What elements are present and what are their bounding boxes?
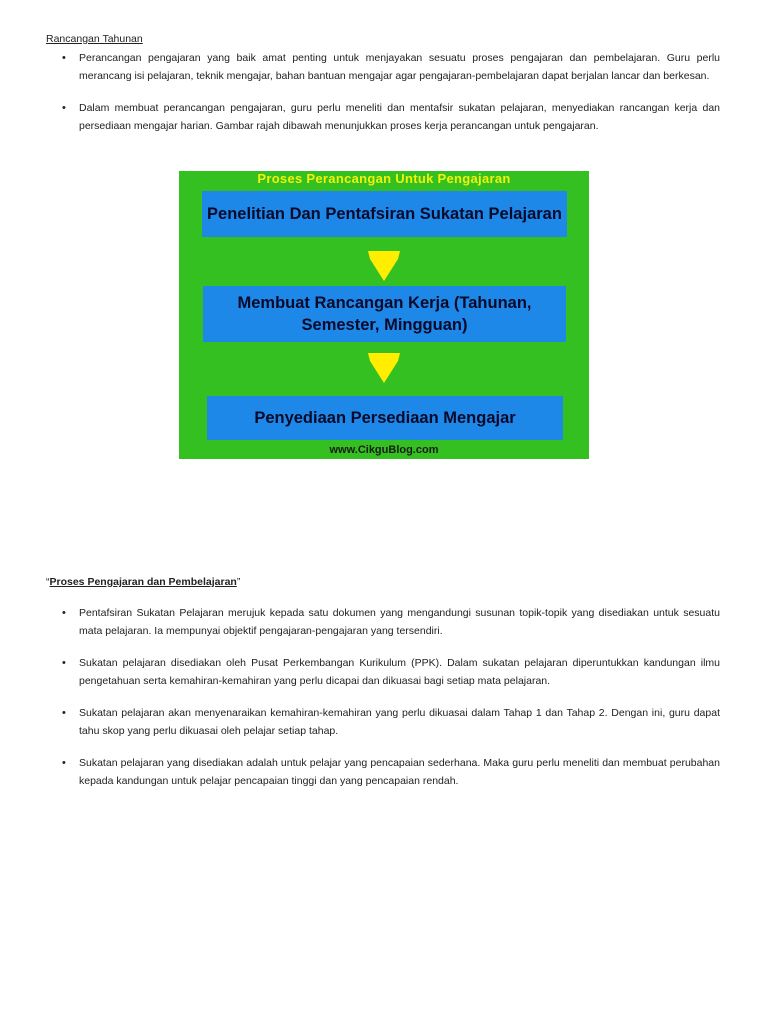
list-item-text: Sukatan pelajaran akan menyenaraikan kemahiran-kemahiran yang perlu dikuasai dalam Tahap 1 dan Tahap 2. Dengan ini, guru dapat tahu skop yang perlu dikuasai oleh pelajar setiap tahap. [79,707,720,737]
quote-close: ” [236,576,241,588]
bullet-dot: • [62,657,66,669]
list-item-text: Sukatan pelajaran disediakan oleh Pusat Perkembangan Kurikulum (PPK). Dalam sukatan pelajaran diperuntukkan kandungan ilmu pengetahuan serta kemahiran-kemahiran yang perlu dicapai dan dikuasai bagi setiap mata pelajaran. [79,657,720,687]
bullet-dot: • [62,52,66,64]
down-arrow-icon [364,351,404,385]
list-item-text: Perancangan pengajaran yang baik amat penting untuk menjayakan sesuatu proses pengajaran dan pembelajaran. Guru perlu merancang isi pelajaran, teknik mengajar, bahan bantuan mengajar agar pengajaran-pembelajaran dapat berjalan lancar dan berkesan. [79,52,720,82]
list-item-text: Pentafsiran Sukatan Pelajaran merujuk kepada satu dokumen yang mengandungi susunan topik-topik yang disediakan untuk sesuatu mata pelajaran. Ia mempunyai objektif pengajaran-pengajaran yang tersendiri. [79,607,720,637]
down-arrow-icon [364,249,404,283]
section-heading-rancangan-tahunan: Rancangan Tahunan [46,33,143,45]
list-item [0,99,768,135]
list-item-text: Sukatan pelajaran yang disediakan adalah untuk pelajar yang pencapaian sederhana. Maka guru perlu meneliti dan membuat perubahan kepada kandungan untuk pelajar pencapaian tinggi dan yang pencapaian rendah. [79,757,720,787]
list-item [0,654,768,690]
diagram-footer-url: www.CikguBlog.com [329,444,439,456]
section-heading-text: Proses Pengajaran dan Pembelajaran [49,576,237,588]
quote-open: “ [46,576,50,588]
diagram-step-1 [202,191,567,237]
bullet-dot: • [62,607,66,619]
diagram-step-label: Membuat Rancangan Kerja (Tahunan, Semester, Mingguan) [237,294,532,334]
diagram-step-2 [203,286,566,342]
list-item [0,604,768,640]
bullet-list-2 [0,604,768,790]
list-item-text: Dalam membuat perancangan pengajaran, guru perlu meneliti dan mentafsir sukatan pelajaran, menyediakan rancangan kerja dan persediaan mengajar harian. Gambar rajah dibawah menunjukkan proses kerja perancangan untuk pengajaran. [79,102,720,132]
section-heading-proses [46,573,240,591]
diagram-step-label: Penyediaan Persediaan Mengajar [254,409,516,427]
list-item [0,49,768,85]
diagram-step-label: Penelitian Dan Pentafsiran Sukatan Pelajaran [207,205,562,223]
process-diagram [179,171,589,459]
diagram-title: Proses Perancangan Untuk Pengajaran [257,171,511,186]
list-item [0,754,768,790]
bullet-dot: • [62,707,66,719]
bullet-list-1 [0,49,768,135]
bullet-dot: • [62,757,66,769]
bullet-dot: • [62,102,66,114]
diagram-step-3 [207,396,563,440]
list-item [0,704,768,740]
